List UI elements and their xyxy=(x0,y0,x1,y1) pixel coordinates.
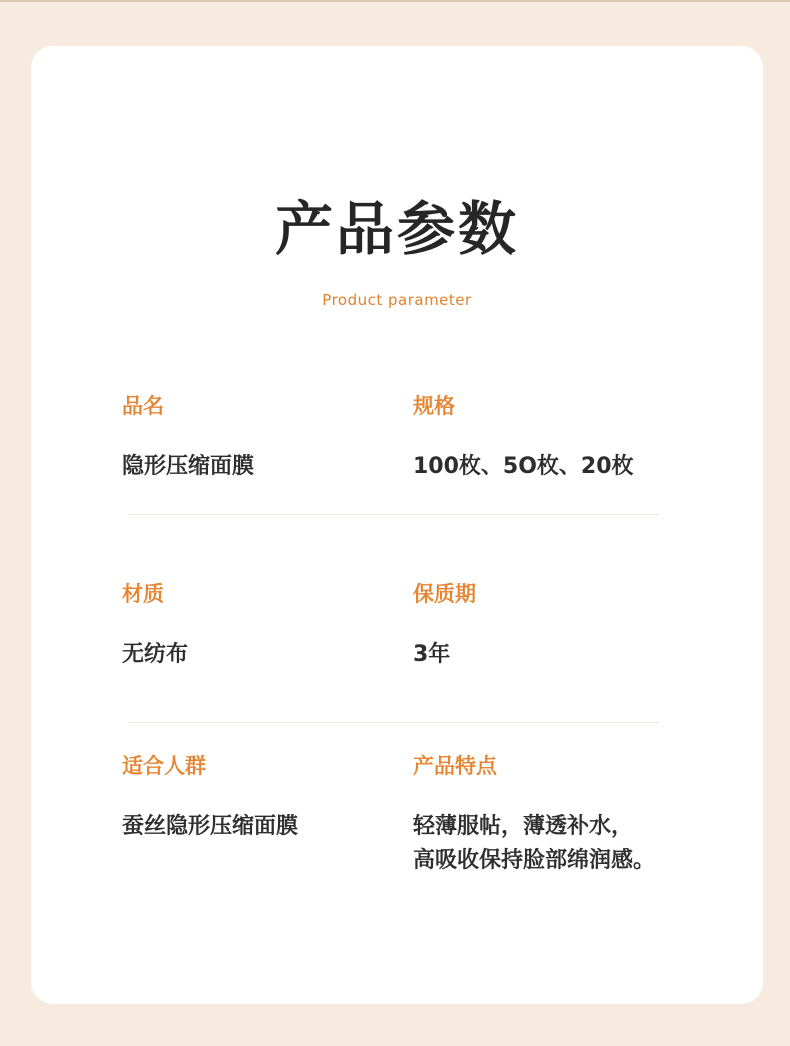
param-value: 100枚、5O枚、20枚 xyxy=(413,454,634,479)
param-label: 保质期 xyxy=(413,582,476,606)
param-value: 蚕丝隐形压缩面膜 xyxy=(122,814,299,839)
param-features xyxy=(413,752,713,878)
param-product-name xyxy=(122,392,422,484)
param-label: 规格 xyxy=(413,394,455,418)
page-title: 产品参数 xyxy=(274,195,519,263)
param-specification xyxy=(413,392,713,484)
row-divider xyxy=(128,722,659,723)
param-label: 品名 xyxy=(122,394,164,418)
page-subtitle: Product parameter xyxy=(322,291,472,309)
param-label: 材质 xyxy=(122,582,164,606)
top-border-line xyxy=(0,0,790,2)
param-label: 产品特点 xyxy=(413,754,497,778)
param-material xyxy=(122,580,422,672)
param-value: 无纺布 xyxy=(122,642,189,667)
param-target-users xyxy=(122,752,422,844)
param-shelf-life xyxy=(413,580,713,672)
param-value: 轻薄服帖，薄透补水， 高吸收保持脸部绵润感。 xyxy=(413,814,656,873)
row-divider xyxy=(128,514,659,515)
param-value: 3年 xyxy=(413,642,451,667)
param-label: 适合人群 xyxy=(122,754,206,778)
param-value: 隐形压缩面膜 xyxy=(122,454,255,479)
parameter-card xyxy=(31,46,763,1004)
